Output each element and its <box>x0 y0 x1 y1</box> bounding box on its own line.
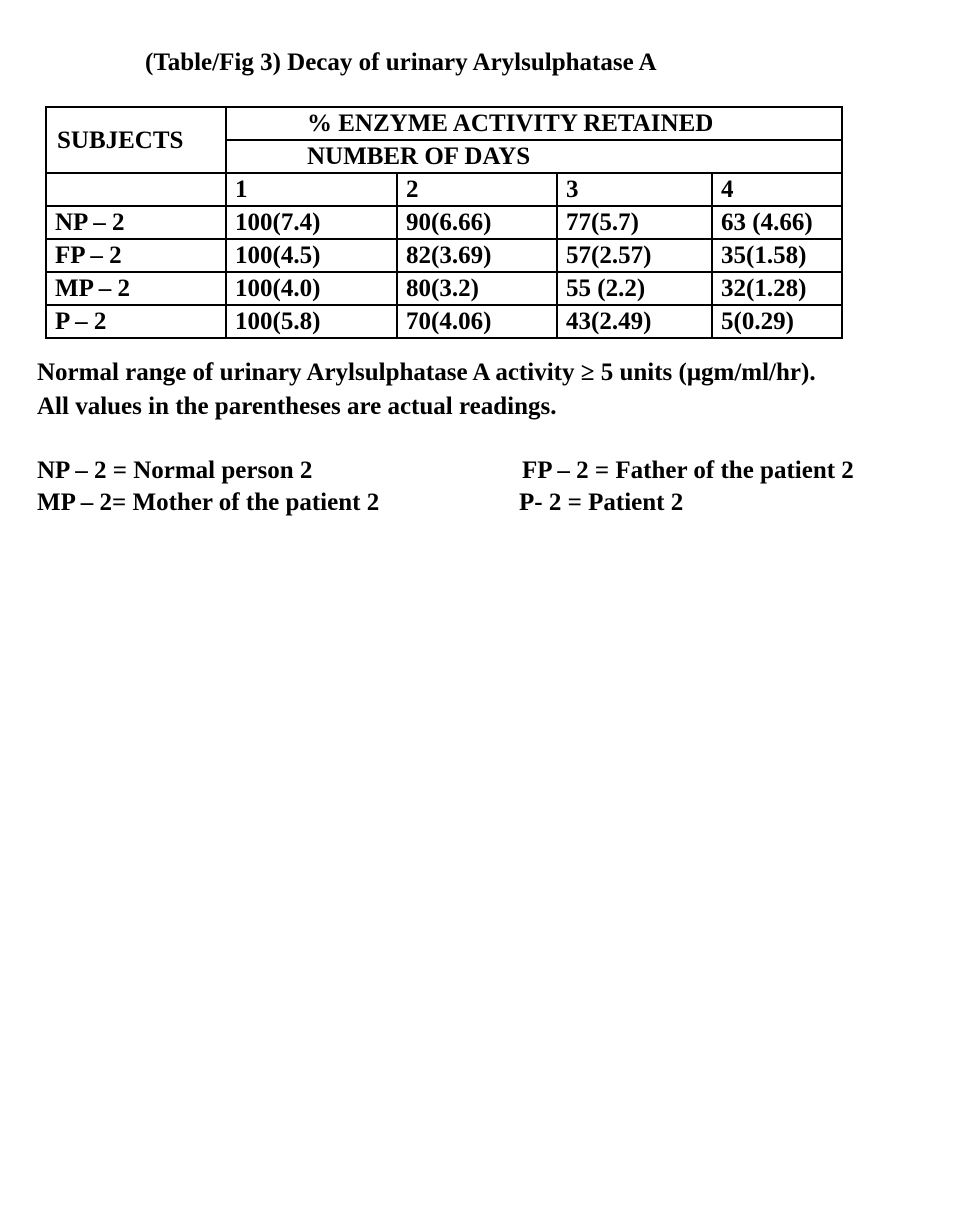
table-row <box>46 239 842 272</box>
abbreviation-fp: FP – 2 = Father of the patient 2 <box>522 457 854 484</box>
parentheses-note: All values in the parentheses are actual readings. <box>37 393 557 420</box>
value-cell: 32(1.28) <box>712 272 842 305</box>
value-cell: 90(6.66) <box>397 206 557 239</box>
page-title: (Table/Fig 3) Decay of urinary Arylsulphatase A <box>145 49 657 76</box>
value-cell: 63 (4.66) <box>712 206 842 239</box>
subject-cell: P – 2 <box>46 305 226 338</box>
subject-cell: FP – 2 <box>46 239 226 272</box>
normal-range-note: Normal range of urinary Arylsulphatase A activity ≥ 5 units (μgm/ml/hr). <box>37 359 816 386</box>
day-column-header: 3 <box>557 173 712 206</box>
days-header: NUMBER OF DAYS <box>226 140 842 173</box>
table-row <box>46 206 842 239</box>
value-cell: 77(5.7) <box>557 206 712 239</box>
subject-cell: MP – 2 <box>46 272 226 305</box>
day-column-header: 4 <box>712 173 842 206</box>
value-cell: 100(7.4) <box>226 206 397 239</box>
abbreviation-p: P- 2 = Patient 2 <box>519 489 684 516</box>
table-row <box>46 272 842 305</box>
value-cell: 100(4.0) <box>226 272 397 305</box>
value-cell: 82(3.69) <box>397 239 557 272</box>
value-cell: 43(2.49) <box>557 305 712 338</box>
header-row-activity <box>46 107 842 140</box>
subject-cell: NP – 2 <box>46 206 226 239</box>
value-cell: 55 (2.2) <box>557 272 712 305</box>
value-cell: 5(0.29) <box>712 305 842 338</box>
value-cell: 80(3.2) <box>397 272 557 305</box>
abbreviation-np: NP – 2 = Normal person 2 <box>37 457 313 484</box>
activity-header: % ENZYME ACTIVITY RETAINED <box>226 107 842 140</box>
day-column-header: 1 <box>226 173 397 206</box>
table-row <box>46 305 842 338</box>
value-cell: 70(4.06) <box>397 305 557 338</box>
enzyme-activity-table <box>45 106 843 339</box>
day-column-header: 2 <box>397 173 557 206</box>
empty-cell <box>46 173 226 206</box>
value-cell: 57(2.57) <box>557 239 712 272</box>
abbreviation-mp: MP – 2= Mother of the patient 2 <box>37 489 380 516</box>
value-cell: 100(4.5) <box>226 239 397 272</box>
value-cell: 35(1.58) <box>712 239 842 272</box>
header-row-day-numbers <box>46 173 842 206</box>
value-cell: 100(5.8) <box>226 305 397 338</box>
subjects-header: SUBJECTS <box>46 107 226 173</box>
